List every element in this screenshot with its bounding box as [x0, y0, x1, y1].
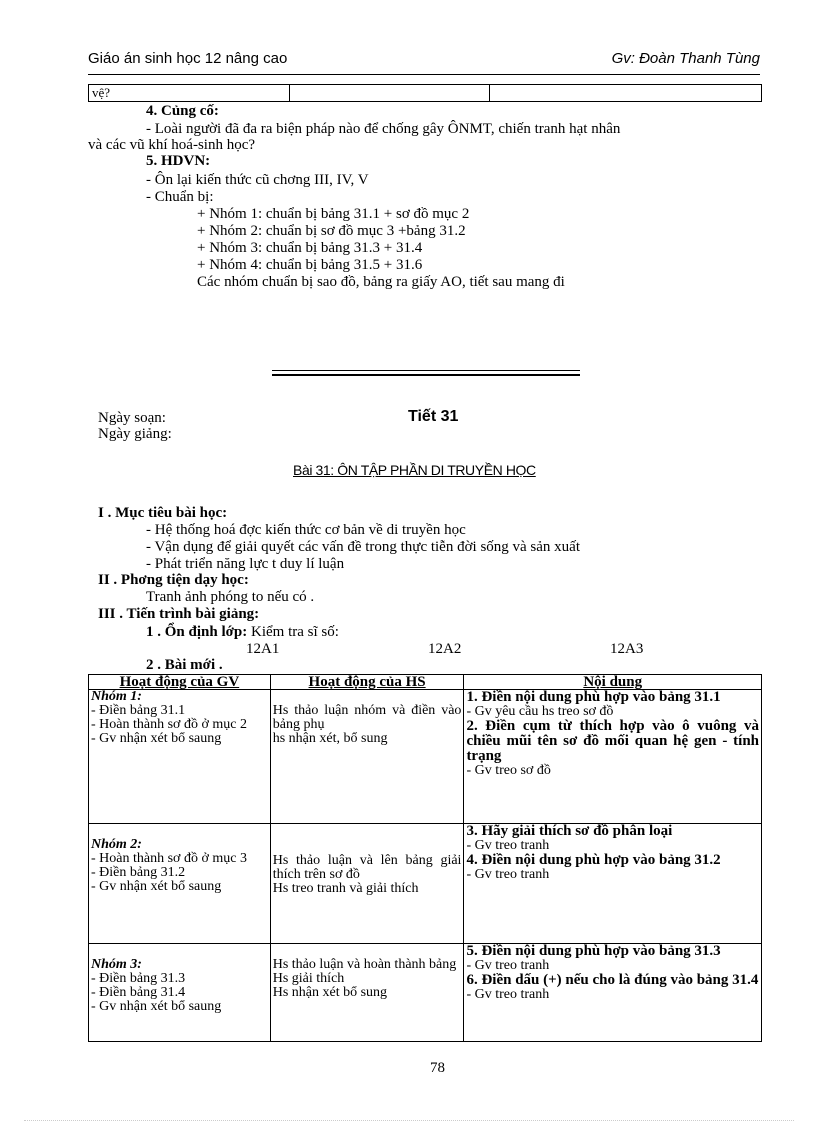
header-doc-title: Giáo án sinh học 12 nâng cao: [88, 50, 288, 67]
section-separator-top: [272, 370, 580, 371]
cell-text: Nhóm 1:: [91, 689, 142, 704]
cell-text: 6. Điền dấu (+) nếu cho là đúng vào bảng 31.4: [466, 972, 759, 988]
cell-hs-1: [270, 690, 464, 824]
cell-text: - Điền bảng 31.2: [91, 865, 186, 880]
cell-text: - Hoàn thành sơ đồ ở mục 3: [91, 851, 247, 866]
cell-text: hs nhận xét, bổ sung: [272, 731, 388, 746]
cell-nd-1: [464, 690, 762, 824]
section-separator-bottom: [272, 374, 580, 376]
header-rule: [88, 74, 760, 75]
cell-text: - Gv treo tranh: [466, 987, 550, 1002]
materials-heading: II . Phơng tiện dạy học:: [98, 572, 249, 588]
cell-text: - Gv nhận xét bổ saung: [91, 731, 222, 746]
cell-text: 3. Hãy giải thích sơ đồ phân loại: [466, 823, 673, 839]
cell-text: - Gv nhận xét bổ saung: [91, 879, 222, 894]
cell-text: Hs thảo luận và hoàn thành bảng: [272, 957, 457, 972]
header-gv: Hoạt động của GV: [89, 675, 271, 690]
activity-table: [88, 674, 762, 1042]
fragment-cell-2: [289, 85, 490, 101]
cell-text: Nhóm 3:: [91, 957, 142, 972]
procedure-heading: III . Tiến trình bài giảng:: [98, 606, 260, 622]
page-bottom-rule: [24, 1120, 794, 1121]
header-noidung: Nội dung: [464, 675, 762, 690]
cell-text: 2. Điền cụm từ thích hợp vào ô vuông và chiều mũi tên sơ đồ mối quan hệ gen - tính trạng: [466, 718, 759, 764]
cell-text: 1. Điền nội dung phù hợp vào bảng 31.1: [466, 689, 721, 705]
materials-text: Tranh ảnh phóng to nếu có .: [146, 589, 315, 605]
class-12a1: 12A1: [246, 641, 280, 657]
cell-text: 5. Điền nội dung phù hợp vào bảng 31.3: [466, 943, 721, 959]
step-1-text: Kiểm tra sĩ số:: [247, 624, 339, 640]
cell-text: - Gv treo sơ đồ: [466, 763, 551, 778]
cungco-line-1: - Loài người đã đa ra biện pháp nào để chống gây ÔNMT, chiến tranh hạt nhân: [146, 121, 621, 137]
objective-2: - Vận dụng để giải quyết các vấn đề trong thực tiễn đời sống và sản xuất: [146, 539, 581, 555]
ngay-soan-label: Ngày soạn:: [98, 410, 166, 426]
header-author: Gv: Đoàn Thanh Tùng: [611, 50, 760, 67]
cell-gv-3: [89, 944, 271, 1042]
step-2: 2 . Bài mới .: [146, 657, 223, 673]
step-1-label: 1 . Ổn định lớp:: [146, 624, 248, 640]
step-1: [146, 624, 339, 640]
cell-text: - Gv treo tranh: [466, 838, 550, 853]
cell-text: - Điền bảng 31.1: [91, 703, 186, 718]
previous-table-fragment: [88, 84, 762, 102]
cungco-line-2: và các vũ khí hoá-sinh học?: [88, 137, 256, 153]
cell-text: Nhóm 2:: [91, 837, 142, 852]
objective-3: - Phát triển năng lực t duy lí luận: [146, 556, 345, 572]
hdvn-heading: 5. HDVN:: [146, 153, 211, 169]
hdvn-group-1: + Nhóm 1: chuẩn bị bảng 31.1 + sơ đồ mục 2: [197, 206, 470, 222]
cell-hs-3: [270, 944, 464, 1042]
cell-gv-2: [89, 824, 271, 944]
cell-text: - Gv treo tranh: [466, 958, 550, 973]
cell-text: Hs treo tranh và giải thích: [272, 881, 419, 896]
cell-gv-1: [89, 690, 271, 824]
table-header-row: [89, 675, 762, 690]
cell-text: - Điền bảng 31.3: [91, 971, 186, 986]
cell-text: - Gv yêu cầu hs treo sơ đồ: [466, 704, 614, 719]
hdvn-group-2: + Nhóm 2: chuẩn bị sơ đồ mục 3 +bảng 31.2: [197, 223, 466, 239]
cell-text: Hs nhận xét bổ sung: [272, 985, 388, 1000]
cell-text: 4. Điền nội dung phù hợp vào bảng 31.2: [466, 852, 721, 868]
hdvn-item-2: - Chuẩn bị:: [146, 189, 214, 205]
hdvn-note: Các nhóm chuẩn bị sao đồ, bảng ra giấy AO, tiết sau mang đi: [197, 274, 565, 290]
cell-text: - Gv treo tranh: [466, 867, 550, 882]
cell-text: - Gv nhận xét bổ saung: [91, 999, 222, 1014]
fragment-cell-1: [89, 85, 290, 101]
class-12a3: 12A3: [610, 641, 644, 657]
page-number: 78: [430, 1060, 445, 1076]
cungco-heading: 4. Củng cố:: [146, 103, 219, 119]
cell-text: - Điền bảng 31.4: [91, 985, 186, 1000]
lesson-title: Bài 31: ÔN TẬP PHẦN DI TRUYỀN HỌC: [293, 462, 536, 478]
objective-1: - Hệ thống hoá đợc kiến thức cơ bản về di truyền học: [146, 522, 466, 538]
cell-hs-2: [270, 824, 464, 944]
cell-nd-2: [464, 824, 762, 944]
cell-text: Hs thảo luận nhóm và điền vào bảng phụ: [272, 703, 462, 732]
header-hs: Hoạt động của HS: [270, 675, 464, 690]
class-12a2: 12A2: [428, 641, 462, 657]
cell-nd-3: [464, 944, 762, 1042]
cell-text: Hs giải thích: [272, 971, 345, 986]
objectives-heading: I . Mục tiêu bài học:: [98, 505, 228, 521]
hdvn-group-3: + Nhóm 3: chuẩn bị bảng 31.3 + 31.4: [197, 240, 423, 256]
table-row: [89, 824, 762, 944]
table-row: [89, 944, 762, 1042]
hdvn-group-4: + Nhóm 4: chuẩn bị bảng 31.5 + 31.6: [197, 257, 423, 273]
lesson-number: Tiết 31: [408, 408, 459, 425]
fragment-cell-text: vệ?: [92, 85, 111, 100]
hdvn-item-1: - Ôn lại kiến thức cũ chơng III, IV, V: [146, 172, 369, 188]
cell-text: - Hoàn thành sơ đồ ở mục 2: [91, 717, 247, 732]
table-row: [89, 690, 762, 824]
cell-text: Hs thảo luận và lên bảng giải thích trên sơ đồ: [272, 853, 462, 882]
ngay-giang-label: Ngày giảng:: [98, 426, 172, 442]
